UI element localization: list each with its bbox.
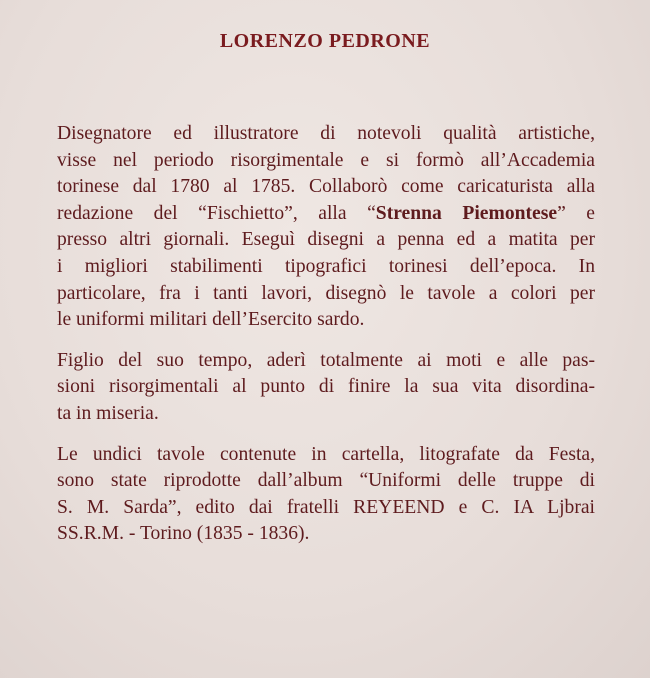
text-line: visse nel periodo risorgimentale e si formò all’Accademia bbox=[57, 149, 595, 171]
text-line: SS.R.M. - Torino (1835 - 1836). bbox=[57, 523, 310, 545]
text-line: Figlio del suo tempo, aderì totalmente ai moti e alle pas- bbox=[57, 349, 595, 371]
text-line: le uniformi militari dell’Esercito sardo. bbox=[57, 309, 365, 331]
text-line: particolare, fra i tanti lavori, disegnò le tavole a colori per bbox=[57, 282, 595, 304]
text-line: ta in miseria. bbox=[57, 402, 159, 424]
bold-phrase: Strenna Piemontese bbox=[375, 202, 558, 224]
text-line: sioni risorgimentali al punto di finire la sua vita disordina- bbox=[57, 376, 595, 398]
text-segment: ” e bbox=[557, 202, 595, 224]
page-title: LORENZO PEDRONE bbox=[219, 30, 431, 52]
text-line: i migliori stabilimenti tipografici torinesi dell’epoca. In bbox=[57, 255, 595, 277]
paragraph-biography bbox=[57, 121, 595, 334]
paragraph-life bbox=[57, 348, 595, 428]
text-line: torinese dal 1780 al 1785. Collaborò come caricaturista alla bbox=[57, 176, 595, 198]
text-line: Le undici tavole contenute in cartella, litografate da Festa, bbox=[57, 443, 595, 465]
text-line: presso altri giornali. Eseguì disegni a penna ed a matita per bbox=[57, 229, 595, 251]
text-line: sono state riprodotte dall’album “Uniformi delle truppe di bbox=[57, 470, 595, 492]
body-text bbox=[57, 121, 595, 562]
text-line-with-bold bbox=[57, 201, 595, 228]
text-line: Disegnatore ed illustratore di notevoli qualità artistiche, bbox=[57, 123, 595, 144]
paragraph-plates bbox=[57, 442, 595, 548]
text-segment: redazione del “Fischietto”, alla “ bbox=[57, 202, 376, 224]
text-line: S. M. Sarda”, edito dai fratelli REYEEND e C. IA Ljbrai bbox=[57, 496, 595, 518]
